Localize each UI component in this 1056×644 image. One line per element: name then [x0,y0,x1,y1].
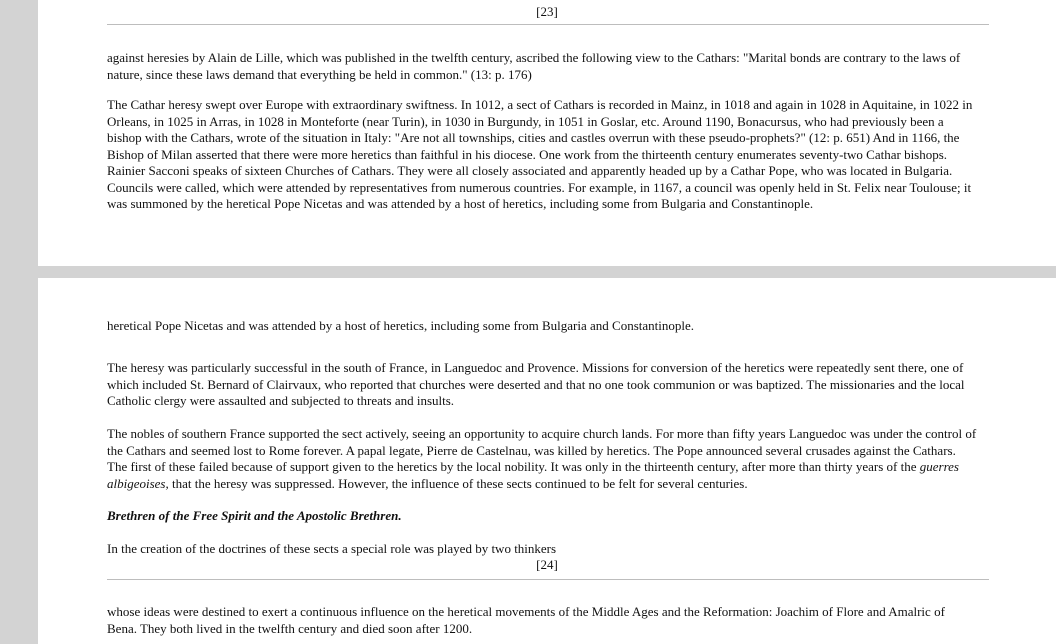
page-separator-rule [107,579,989,580]
paragraph: whose ideas were destined to exert a continuous influence on the heretical movements of the Middle Ages and the Reformation: Joachim of Flore and Amalric of Bena. They both lived in the twelfth century and died soon after 1200. [107,604,945,636]
page-number: [24] [536,557,558,572]
document-page-23 [38,0,1056,266]
document-page-24 [38,278,1056,644]
paragraph: The heresy was particularly successful in the south of France, in Languedoc and Provence. Missions for conversion of the heretics were repeatedly sent there, one of which included St. Bernard of Clairvaux, who reported that churches were deserted and that no one took communion or was baptized. The missionaries and the local Catholic clergy were assaulted and subjected to threats and insults. [107,360,965,408]
paragraph-text: The nobles of southern France supported the sect actively, seeing an opportunity to acquire church lands. For more than fifty years Languedoc was under the control of the Cathars and seemed lost to Rome forever. A papal legate, Pierre de Castelnau, was killed by heretics. The Pope announced several crusades against the Cathars. The first of these failed because of support given to the heretics by the local nobility. It was only in the thirteenth century, after more than thirty years of the [107,426,977,474]
paragraph-clipped-top [107,318,977,342]
paragraph: In the creation of the doctrines of these sects a special role was played by two thinkers [107,541,557,556]
paragraph [107,426,977,492]
paragraph-italic-term: guerres albigeoises, [107,459,959,491]
paragraph: The Cathar heresy swept over Europe with extraordinary swiftness. In 1012, a sect of Cathars is recorded in Mainz, in 1018 and again in 1028 in Aquitaine, in 1022 in Orleans, in 1025 in Arras, in 1028 in Monteforte (near Turin), in 1030 in Burgundy, in 1051 in Goslar, etc. Around 1190, Bonacursus, who had previously been a bishop with the Cathars, wrote of the situation in Italy: "Are not all townships, cities and castles overrun with these pseudo-prophets?" (12: p. 651) And in 1166, the Bishop of Milan asserted that there were more heretics than faithful in his diocese. One work from the thirteenth century enumerates seventy-two Cathar bishops. Rainier Sacconi speaks of sixteen Churches of Cathars. They were all closely associated and apparently headed up by a Cathar Pope, who was located in Bulgaria. Councils were called, which were attended by representatives from numerous countries. For example, in 1167, a council was openly held in St. Felix near Toulouse; it was summoned by the heretical Pope Nicetas and was attended by a host of heretics, including some from Bulgaria and Constantinople. [107,97,973,211]
paragraph-text: that the heresy was suppressed. However, the influence of these sects continued to be felt for several centuries. [168,475,748,491]
paragraph: against heresies by Alain de Lille, which was published in the twelfth century, ascribed the following view to the Cathars: "Marital bonds are contrary to the laws of nature, since these laws demand that everything be held in common." (13: p. 176) [107,50,961,82]
viewer-left-gutter [0,0,38,644]
section-heading: Brethren of the Free Spirit and the Apostolic Brethren. [107,508,402,523]
paragraph-fragment: heretical Pope Nicetas and was attended by a host of heretics, including some from Bulgaria and Constantinople. [107,318,695,333]
page-separator-rule [107,24,989,25]
page-number: [23] [536,4,558,19]
paragraph-clipped [107,97,977,211]
